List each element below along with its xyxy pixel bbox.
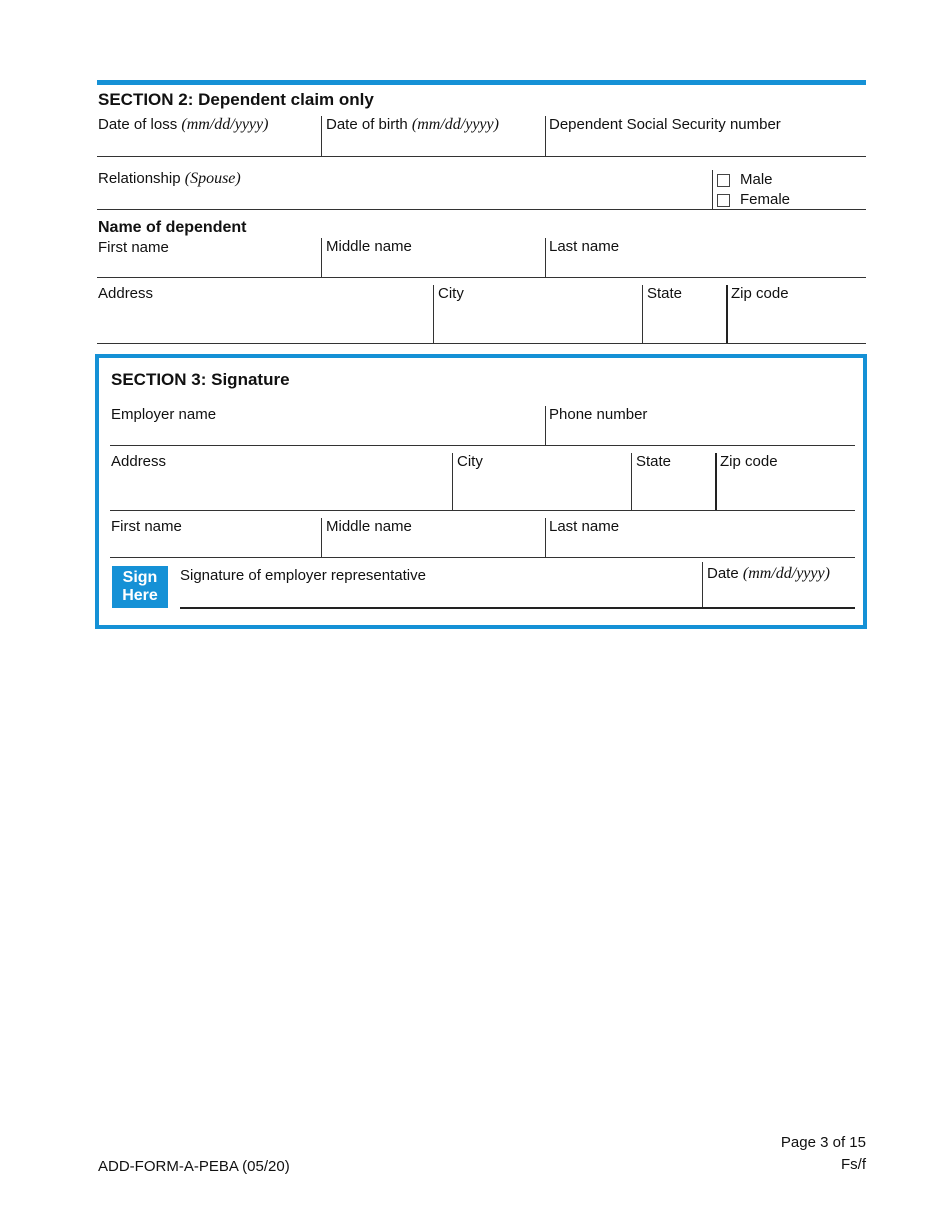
- middle-name-label: Middle name: [326, 518, 412, 535]
- date-of-birth-label: Date of birth (mm/dd/yyyy): [326, 116, 499, 133]
- divider: [545, 518, 546, 557]
- representative-first-name-field[interactable]: [111, 537, 320, 557]
- divider: [545, 238, 546, 277]
- city-label: City: [457, 453, 483, 470]
- section-2-title: SECTION 2: Dependent claim only: [98, 90, 374, 109]
- female-checkbox[interactable]: [717, 194, 730, 207]
- state-label: State: [647, 285, 683, 302]
- divider: [452, 453, 453, 510]
- date-of-loss-field[interactable]: [98, 136, 320, 156]
- form-id: ADD-FORM-A-PEBA (05/20): [98, 1158, 290, 1175]
- form-code: Fs/f: [841, 1156, 866, 1173]
- divider: [97, 156, 866, 157]
- dependent-address-field[interactable]: [98, 310, 432, 340]
- divider: [726, 285, 728, 343]
- signature-label: Signature of employer representative: [180, 567, 426, 584]
- divider: [702, 562, 703, 607]
- divider: [545, 406, 546, 445]
- divider: [712, 170, 713, 209]
- date-of-birth-field[interactable]: [326, 136, 544, 156]
- employer-address-field[interactable]: [111, 477, 451, 507]
- last-name-label: Last name: [549, 238, 620, 255]
- sign-here-line2: Here: [122, 587, 158, 604]
- middle-name-label: Middle name: [326, 238, 412, 255]
- first-name-label: First name: [98, 239, 169, 256]
- divider: [97, 277, 866, 278]
- dependent-zip-field[interactable]: [731, 310, 865, 340]
- zip-code-label: Zip code: [731, 285, 789, 302]
- dependent-state-field[interactable]: [647, 310, 725, 340]
- divider: [433, 285, 434, 343]
- divider: [110, 557, 855, 558]
- dependent-city-field[interactable]: [438, 310, 641, 340]
- divider: [321, 238, 322, 277]
- employer-city-field[interactable]: [457, 477, 630, 507]
- representative-last-name-field[interactable]: [549, 537, 853, 557]
- employer-zip-field[interactable]: [720, 477, 854, 507]
- divider: [631, 453, 632, 510]
- address-label: Address: [98, 285, 154, 302]
- divider: [642, 285, 643, 343]
- dependent-ssn-label: Dependent Social Security number: [549, 116, 781, 133]
- phone-number-field[interactable]: [549, 425, 853, 445]
- male-label: Male: [740, 171, 773, 188]
- divider: [321, 116, 322, 156]
- dependent-ssn-field[interactable]: [549, 136, 865, 156]
- divider: [110, 510, 855, 511]
- signature-date-field[interactable]: [707, 586, 856, 606]
- divider: [97, 343, 866, 344]
- divider: [110, 445, 855, 446]
- dependent-first-name-field[interactable]: [98, 258, 320, 278]
- section-3-title: SECTION 3: Signature: [111, 370, 290, 389]
- section-2-top-rule: [97, 80, 866, 85]
- divider: [97, 209, 866, 210]
- date-of-loss-label: Date of loss (mm/dd/yyyy): [98, 116, 269, 133]
- last-name-label: Last name: [549, 518, 620, 535]
- divider: [321, 518, 322, 557]
- divider: [715, 453, 717, 510]
- employer-name-label: Employer name: [111, 406, 217, 423]
- name-of-dependent-heading: Name of dependent: [98, 219, 247, 236]
- page-number: Page 3 of 15: [780, 1134, 866, 1151]
- signature-field[interactable]: [180, 586, 698, 606]
- male-checkbox[interactable]: [717, 174, 730, 187]
- city-label: City: [438, 285, 464, 302]
- employer-state-field[interactable]: [636, 477, 714, 507]
- representative-middle-name-field[interactable]: [326, 537, 544, 557]
- state-label: State: [636, 453, 672, 470]
- first-name-label: First name: [111, 518, 182, 535]
- relationship-label: Relationship (Spouse): [98, 170, 241, 187]
- dependent-last-name-field[interactable]: [549, 258, 865, 278]
- sign-here-line1: Sign: [122, 569, 158, 586]
- signature-line: [180, 607, 855, 609]
- female-label: Female: [740, 191, 791, 208]
- relationship-field[interactable]: [98, 190, 702, 210]
- divider: [545, 116, 546, 156]
- address-label: Address: [111, 453, 167, 470]
- phone-number-label: Phone number: [549, 406, 648, 423]
- dependent-middle-name-field[interactable]: [326, 258, 544, 278]
- sign-here-badge: [112, 566, 168, 608]
- signature-date-label: Date (mm/dd/yyyy): [707, 565, 830, 582]
- employer-name-field[interactable]: [111, 425, 545, 445]
- zip-code-label: Zip code: [720, 453, 778, 470]
